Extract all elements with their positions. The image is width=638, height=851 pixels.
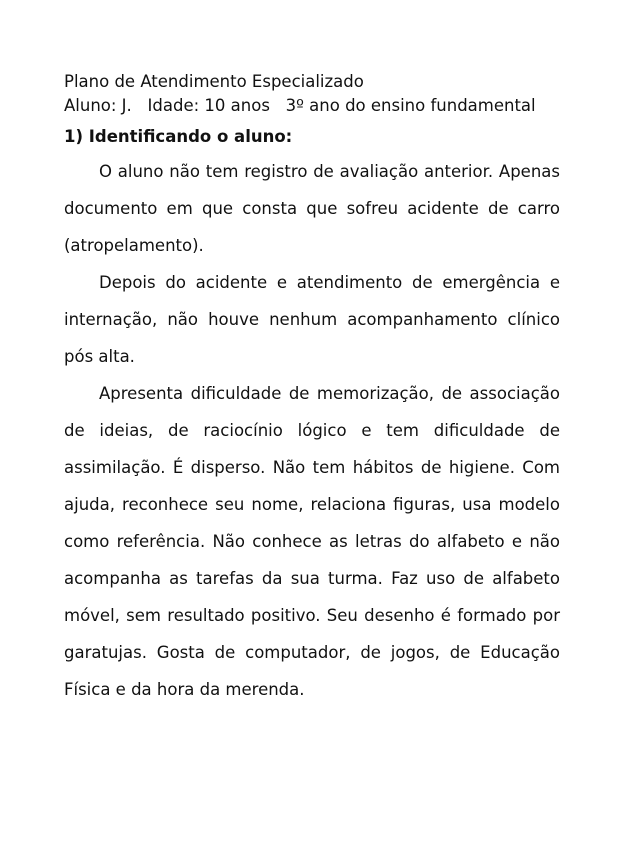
document-title: Plano de Atendimento Especializado [64, 72, 364, 91]
student-info-line: Aluno: J. Idade: 10 anos 3º ano do ensino fundamental [64, 96, 536, 115]
paragraph-2: Depois do acidente e atendimento de emergência e internação, não houve nenhum acompanhamento clínico pós alta. [64, 273, 560, 366]
section-heading: 1) Identificando o aluno: [64, 127, 293, 146]
paragraph-1: O aluno não tem registro de avaliação anterior. Apenas documento em que consta que sofreu acidente de carro (atropelamento). [64, 162, 560, 255]
document-page [64, 70, 560, 708]
paragraph-3: Apresenta dificuldade de memorização, de associação de ideias, de raciocínio lógico e tem dificuldade de assimilação. É disperso. Não tem hábitos de higiene. Com ajuda, reconhece seu nome, relaciona figuras, usa modelo como referência. Não conhece as letras do alfabeto e não acompanha as tarefas da sua turma. Faz uso de alfabeto móvel, sem resultado positivo. Seu desenho é formado por garatujas. Gosta de computador, de jogos, de Educação Física e da hora da merenda. [64, 384, 560, 699]
